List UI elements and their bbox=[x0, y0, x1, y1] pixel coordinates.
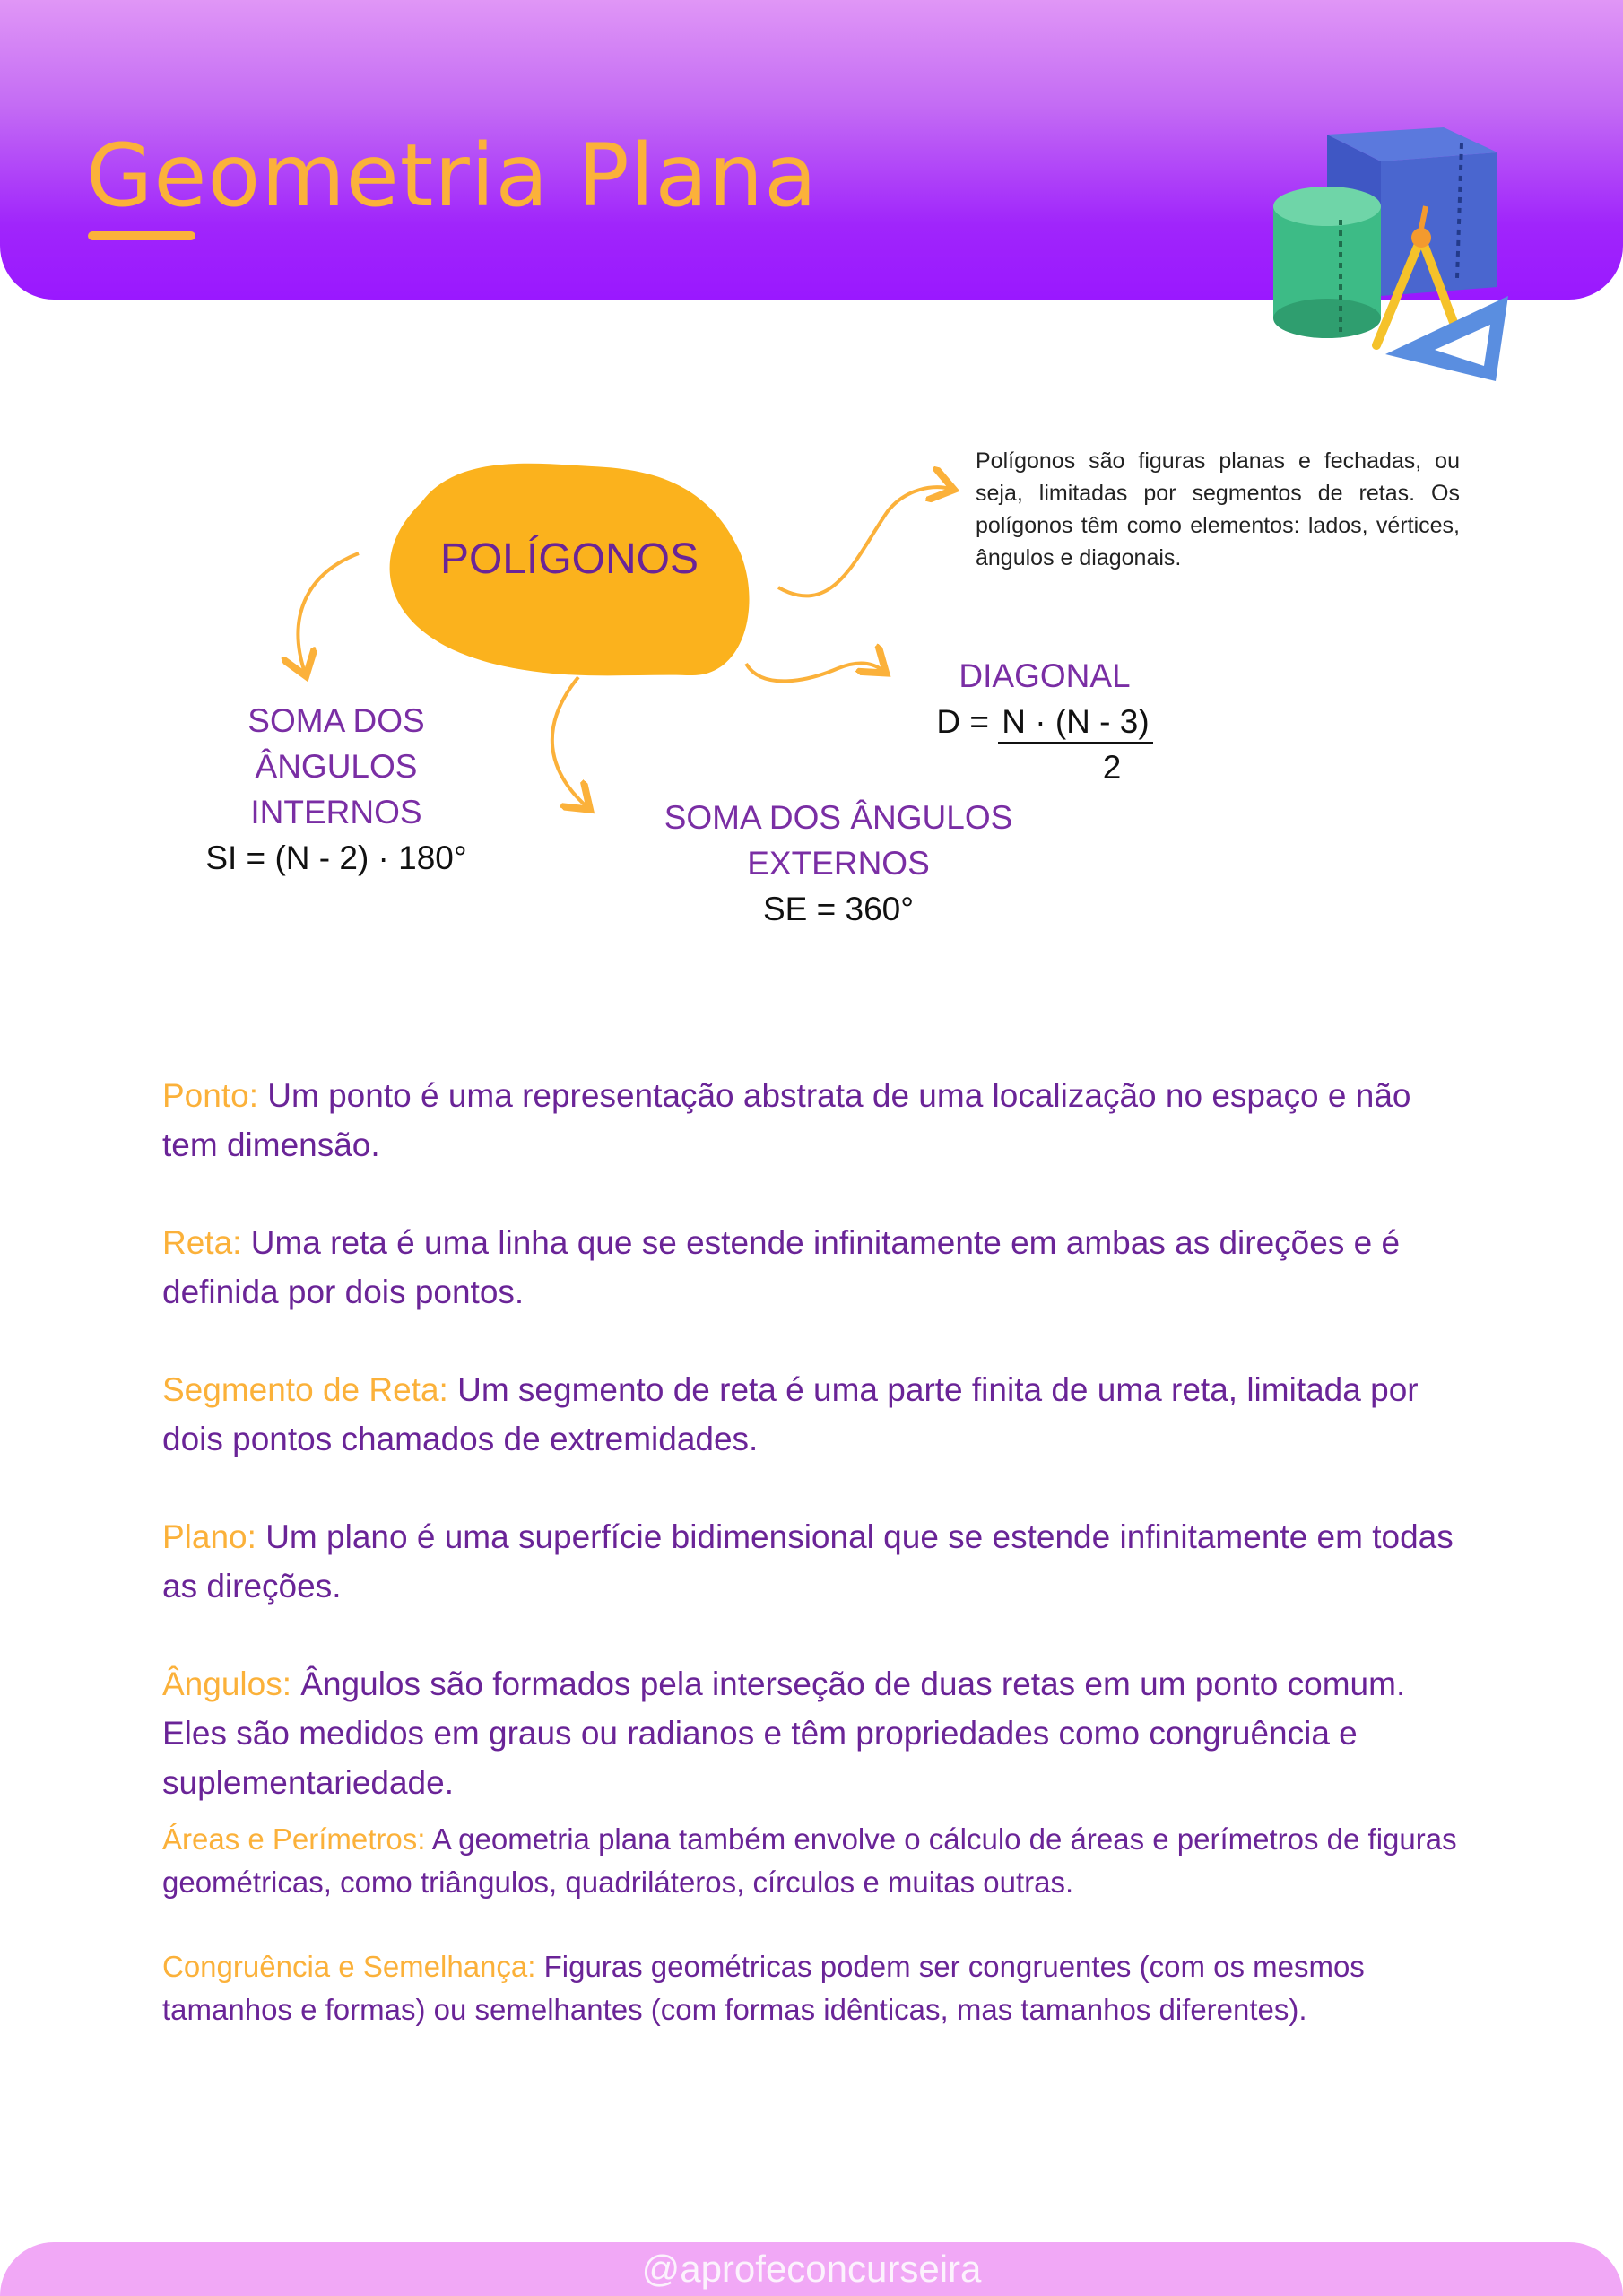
definition-term: Congruência e Semelhança: bbox=[162, 1950, 536, 1983]
social-handle: @aprofeconcurseira bbox=[641, 2248, 982, 2290]
definition-segmento bbox=[162, 1365, 1471, 1464]
diagonal-denominator: 2 bbox=[1102, 749, 1122, 786]
definition-text: Um plano é uma superfície bidimensional que se estende infinitamente em todas as direções. bbox=[162, 1518, 1454, 1605]
definition-text: A geometria plana também envolve o cálculo de áreas e perímetros de figuras geométricas, como triângulos, quadriláteros, círculos e muitas outras. bbox=[162, 1822, 1457, 1899]
footer-bar bbox=[0, 2242, 1623, 2296]
definition-text: Ângulos são formados pela interseção de duas retas em um ponto comum. Eles são medidos em graus ou radianos e têm propriedades como congruência e suplementariedade. bbox=[162, 1665, 1406, 1801]
definition-text: Um segmento de reta é uma parte finita de uma reta, limitada por dois pontos chamados de extremidades. bbox=[162, 1371, 1419, 1457]
arrow-to-diagonal bbox=[746, 663, 883, 681]
definition-text: Uma reta é uma linha que se estende infinitamente em ambas as direções e é definida por dois pontos. bbox=[162, 1224, 1401, 1310]
definition-ponto bbox=[162, 1071, 1471, 1170]
definition-areas bbox=[162, 1818, 1471, 1904]
arrow-to-internal-angles bbox=[299, 553, 360, 673]
polygons-description: Polígonos são figuras planas e fechadas, ou seja, limitadas por segmentos de retas. Os polígonos têm como elementos: lados, vértices, ângulos e diagonais. bbox=[976, 448, 1460, 570]
definition-term: Reta: bbox=[162, 1224, 242, 1261]
external-angles-label-2: EXTERNOS bbox=[747, 845, 930, 882]
external-angles-label-1: SOMA DOS ÂNGULOS bbox=[664, 799, 1013, 836]
definition-reta bbox=[162, 1218, 1471, 1317]
external-angles-formula: SE = 360° bbox=[762, 891, 915, 927]
internal-angles-formula: SI = (N - 2) · 180° bbox=[205, 839, 467, 876]
internal-angles-label-2: ÂNGULOS bbox=[255, 748, 418, 785]
geometry-solids-icon bbox=[1255, 126, 1524, 395]
title-underline bbox=[88, 231, 195, 240]
diagonal-label: DIAGONAL bbox=[959, 657, 1131, 694]
internal-angles-block bbox=[170, 698, 502, 881]
page-title: Geometria Plana bbox=[86, 126, 818, 226]
definition-text: Um ponto é uma representação abstrata de uma localização no espaço e não tem dimensão. bbox=[162, 1077, 1411, 1163]
diagonal-block bbox=[915, 653, 1175, 790]
arrow-to-description bbox=[778, 487, 950, 596]
definition-text: Figuras geométricas podem ser congruentes (com os mesmos tamanhos e formas) ou semelhantes (com formas idênticas, mas tamanhos diferentes). bbox=[162, 1950, 1365, 2026]
diagonal-formula-prefix: D = bbox=[936, 703, 999, 740]
arrow-to-external-angles bbox=[552, 677, 587, 807]
definition-term: Segmento de Reta: bbox=[162, 1371, 448, 1408]
definition-plano bbox=[162, 1512, 1471, 1611]
definition-term: Áreas e Perímetros: bbox=[162, 1822, 426, 1856]
polygons-center-label: POLÍGONOS bbox=[439, 535, 699, 583]
cylinder-icon bbox=[1273, 187, 1381, 338]
definition-term: Plano: bbox=[162, 1518, 256, 1555]
diagonal-formula bbox=[915, 699, 1175, 744]
definitions-list bbox=[162, 1071, 1471, 2073]
internal-angles-label-1: SOMA DOS bbox=[247, 702, 425, 739]
diagonal-numerator: N · (N - 3) bbox=[998, 703, 1152, 744]
definition-term: Ângulos: bbox=[162, 1665, 291, 1702]
internal-angles-label-3: INTERNOS bbox=[250, 794, 422, 831]
definition-angulos bbox=[162, 1659, 1471, 1807]
external-angles-block bbox=[619, 795, 1058, 932]
definition-term: Ponto: bbox=[162, 1077, 258, 1114]
definition-congruencia bbox=[162, 1945, 1471, 2031]
